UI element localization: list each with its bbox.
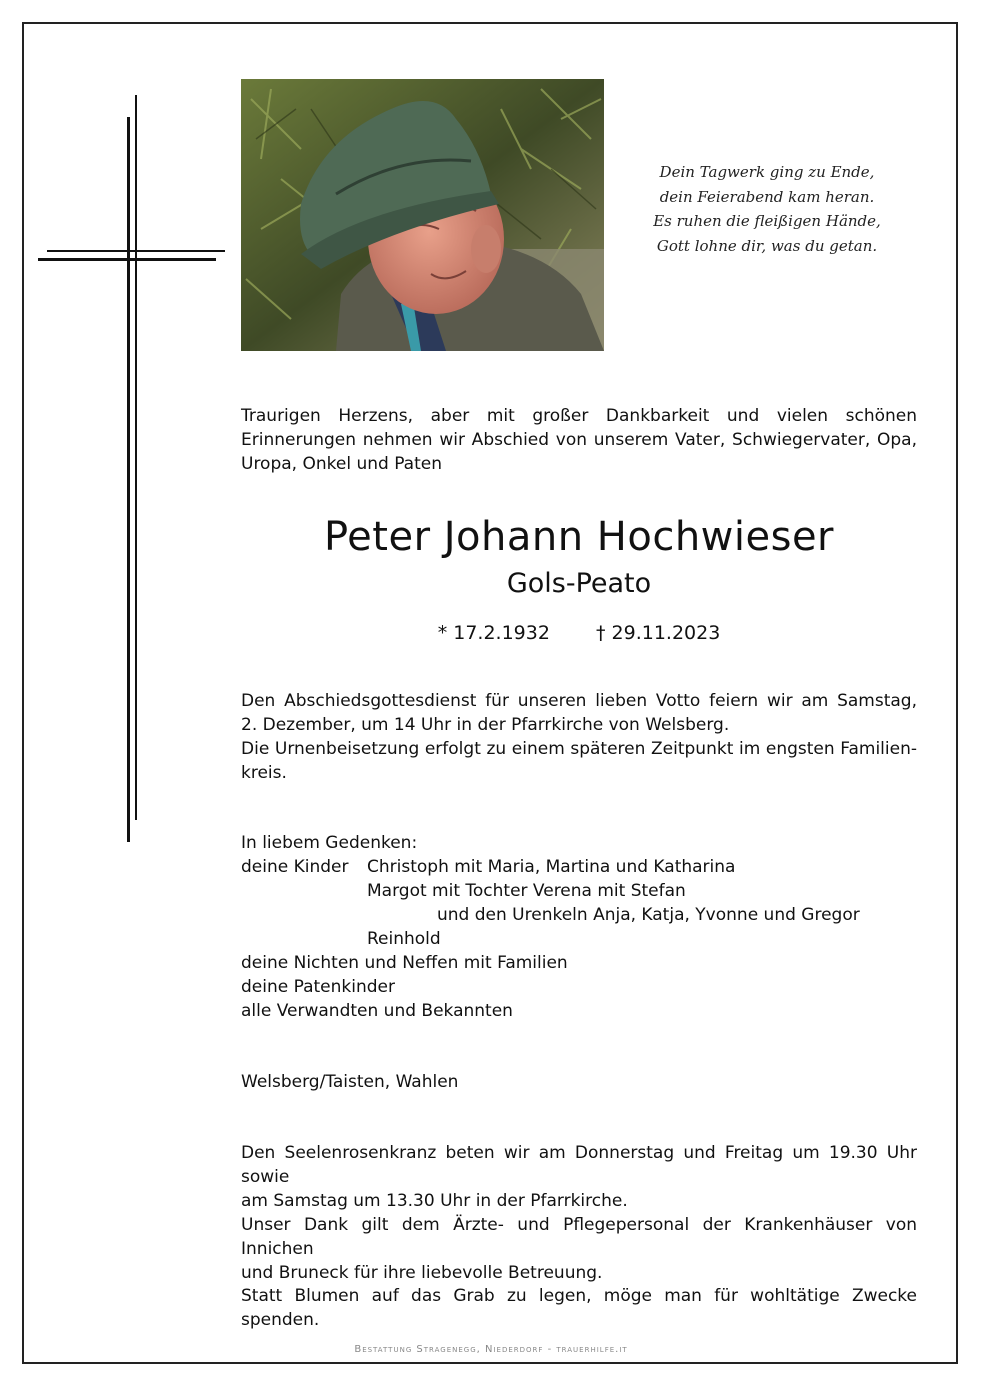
intro-text bbox=[241, 404, 917, 476]
mourner-entry: deine Patenkinder bbox=[241, 977, 395, 997]
portrait-photo bbox=[241, 79, 604, 351]
death-date: † 29.11.2023 bbox=[595, 622, 721, 644]
footer-credit: Bestattung Stragenegg, Niederdorf - trauerhilfe.it bbox=[354, 1344, 628, 1355]
mourner-entry: alle Verwandten und Bekannten bbox=[241, 1001, 513, 1021]
intro-line: Uropa, Onkel und Paten bbox=[241, 454, 443, 474]
poem-line: dein Feierabend kam heran. bbox=[659, 187, 875, 206]
thanks-line: und Bruneck für ihre liebevolle Betreuung. bbox=[241, 1263, 603, 1283]
rosary-line: Den Seelenrosenkranz beten wir am Donnerstag und Freitag um 19.30 Uhr sowie bbox=[241, 1143, 917, 1187]
rosary-text bbox=[241, 1141, 917, 1213]
poem-line: Dein Tagwerk ging zu Ende, bbox=[659, 163, 875, 181]
birth-date: * 17.2.1932 bbox=[437, 622, 550, 644]
child-entry: Christoph mit Maria, Martina und Katharina bbox=[367, 857, 736, 877]
poem-line: Es ruhen die fleißigen Hände, bbox=[653, 212, 881, 230]
service-text bbox=[241, 689, 917, 785]
thanks-text bbox=[241, 1213, 917, 1285]
rosary-line: am Samstag um 13.30 Uhr in der Pfarrkirche. bbox=[241, 1191, 628, 1211]
child-entry: Reinhold bbox=[367, 929, 441, 949]
mourners-heading: In liebem Gedenken: bbox=[241, 833, 418, 853]
service-line: Den Abschiedsgottesdienst für unseren lieben Votto feiern wir am Samstag, bbox=[241, 691, 917, 711]
thanks-line: Unser Dank gilt dem Ärzte- und Pflegepersonal der Krankenhäuser von Innichen bbox=[241, 1215, 917, 1259]
service-line: kreis. bbox=[241, 763, 287, 783]
life-dates bbox=[241, 620, 917, 646]
service-line: Die Urnenbeisetzung erfolgt zu einem späteren Zeitpunkt im engsten Familien- bbox=[241, 739, 917, 759]
intro-line: Erinnerungen nehmen wir Abschied von unserem Vater, Schwiegervater, Opa, bbox=[241, 430, 917, 450]
child-entry: Margot mit Tochter Verena mit Stefan bbox=[367, 881, 686, 901]
deceased-nickname: Gols-Peato bbox=[506, 568, 652, 599]
deceased-name: Peter Johann Hochwieser bbox=[323, 514, 835, 560]
flowers-line: Statt Blumen auf das Grab zu legen, möge man für wohltätige Zwecke spenden. bbox=[241, 1286, 917, 1330]
flowers-text bbox=[241, 1284, 917, 1332]
child-entry-sub: und den Urenkeln Anja, Katja, Yvonne und Gregor bbox=[437, 905, 860, 925]
poem bbox=[626, 160, 908, 258]
service-line: 2. Dezember, um 14 Uhr in der Pfarrkirche von Welsberg. bbox=[241, 715, 730, 735]
intro-line: Traurigen Herzens, aber mit großer Dankbarkeit und vielen schönen bbox=[241, 406, 917, 426]
mourner-entry: deine Nichten und Neffen mit Familien bbox=[241, 953, 568, 973]
poem-line: Gott lohne dir, was du getan. bbox=[656, 236, 878, 255]
place-line: Welsberg/Taisten, Wahlen bbox=[241, 1072, 459, 1092]
children-label: deine Kinder bbox=[241, 857, 349, 877]
